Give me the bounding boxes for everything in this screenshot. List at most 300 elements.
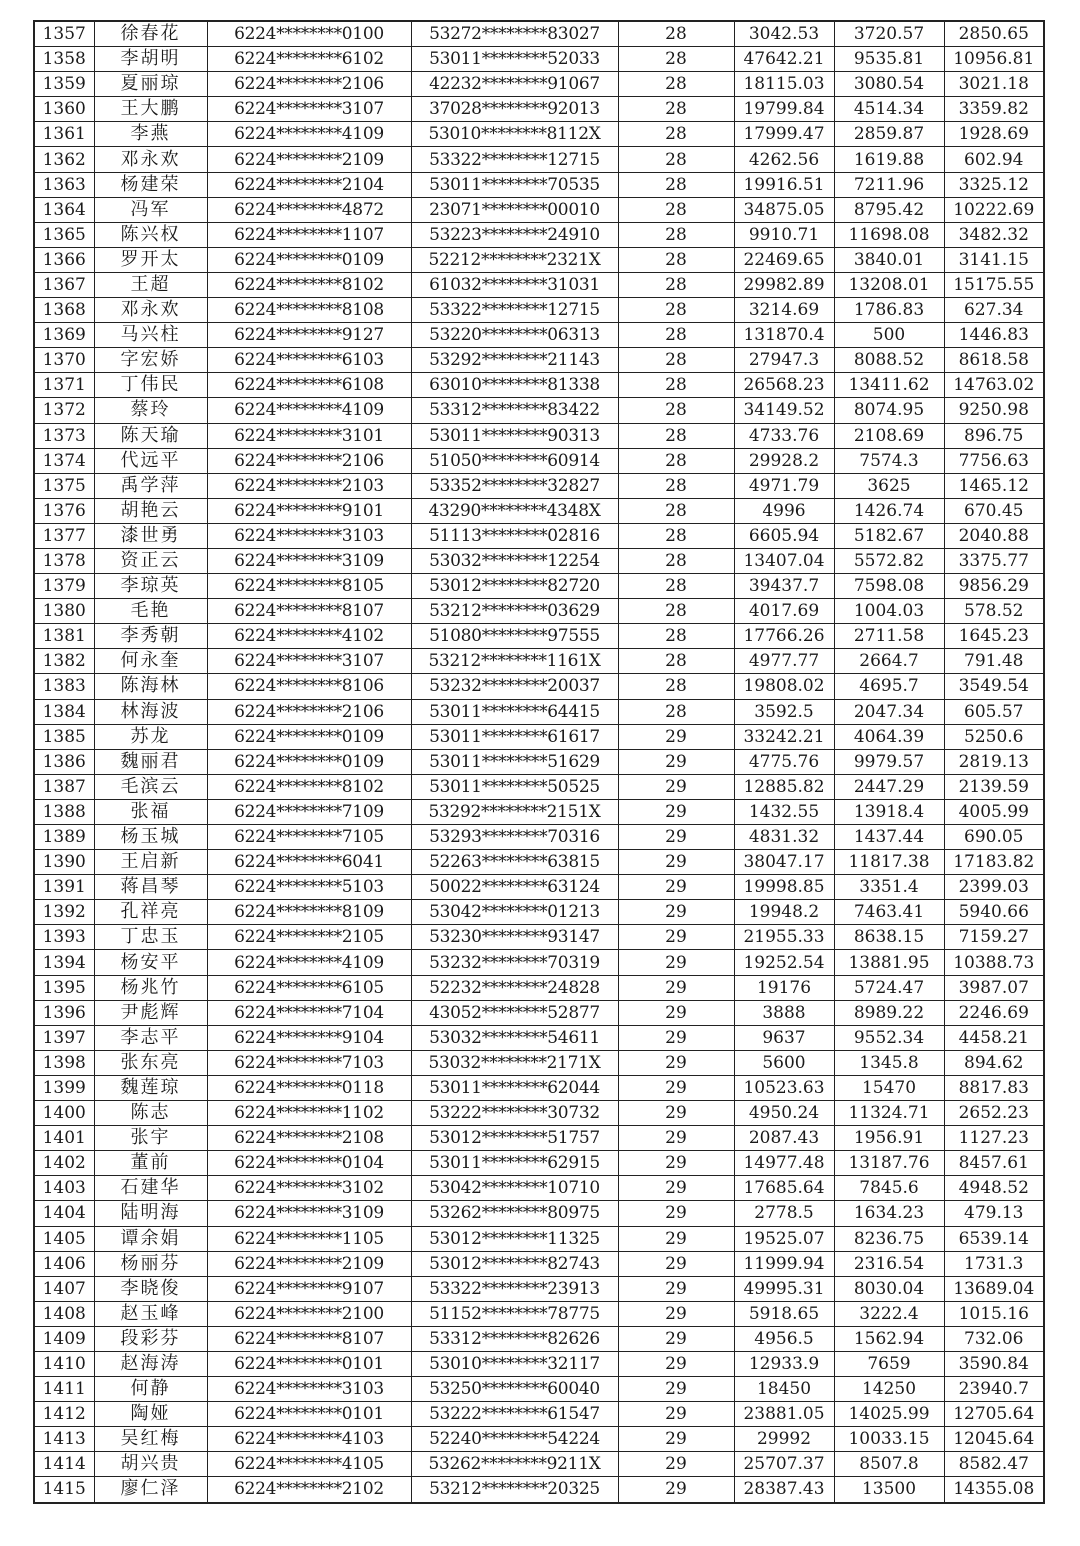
cell-amount-3: 2819.13: [944, 749, 1044, 774]
cell-bank-account: 6224********9104: [207, 1025, 411, 1050]
cell-amount-2: 14250: [834, 1377, 944, 1402]
cell-id-number: 53010********8112X: [411, 122, 618, 147]
cell-bank-account: 6224********6103: [207, 348, 411, 373]
cell-bank-account: 6224********2100: [207, 1301, 411, 1326]
cell-bank-account: 6224********4109: [207, 122, 411, 147]
table-row: [34, 749, 1044, 774]
cell-amount-3: 3375.77: [944, 548, 1044, 573]
table-row: [34, 1427, 1044, 1452]
cell-name: 字宏娇: [94, 348, 207, 373]
table-row: [34, 272, 1044, 297]
cell-group-number: 29: [618, 1351, 734, 1376]
cell-id-number: 53222********61547: [411, 1402, 618, 1427]
table-row: [34, 1226, 1044, 1251]
cell-bank-account: 6224********1102: [207, 1101, 411, 1126]
cell-group-number: 29: [618, 925, 734, 950]
cell-id-number: 53011********70535: [411, 172, 618, 197]
cell-amount-3: 2652.23: [944, 1101, 1044, 1126]
cell-amount-3: 8817.83: [944, 1075, 1044, 1100]
cell-id-number: 52232********24828: [411, 975, 618, 1000]
cell-amount-3: 3482.32: [944, 222, 1044, 247]
cell-amount-1: 10523.63: [734, 1075, 834, 1100]
cell-amount-2: 3080.54: [834, 72, 944, 97]
cell-row-number: 1377: [34, 523, 94, 548]
cell-bank-account: 6224********2106: [207, 72, 411, 97]
cell-id-number: 43052********52877: [411, 1000, 618, 1025]
cell-bank-account: 6224********6105: [207, 975, 411, 1000]
cell-group-number: 29: [618, 1251, 734, 1276]
cell-amount-1: 18115.03: [734, 72, 834, 97]
cell-id-number: 53220********06313: [411, 323, 618, 348]
cell-row-number: 1400: [34, 1101, 94, 1126]
table-row: [34, 1351, 1044, 1376]
cell-amount-1: 17999.47: [734, 122, 834, 147]
cell-bank-account: 6224********0109: [207, 749, 411, 774]
cell-amount-3: 732.06: [944, 1326, 1044, 1351]
cell-group-number: 29: [618, 1226, 734, 1251]
cell-row-number: 1367: [34, 272, 94, 297]
cell-amount-1: 4950.24: [734, 1101, 834, 1126]
cell-group-number: 28: [618, 423, 734, 448]
cell-row-number: 1389: [34, 825, 94, 850]
cell-name: 王启新: [94, 850, 207, 875]
cell-amount-1: 22469.65: [734, 247, 834, 272]
cell-id-number: 53012********82720: [411, 574, 618, 599]
cell-name: 张福: [94, 799, 207, 824]
table-row: [34, 975, 1044, 1000]
cell-amount-1: 9637: [734, 1025, 834, 1050]
cell-amount-1: 17766.26: [734, 624, 834, 649]
cell-group-number: 28: [618, 222, 734, 247]
cell-amount-2: 15470: [834, 1075, 944, 1100]
cell-name: 孔祥亮: [94, 900, 207, 925]
cell-amount-1: 12885.82: [734, 774, 834, 799]
cell-amount-2: 2316.54: [834, 1251, 944, 1276]
table-row: [34, 398, 1044, 423]
table-row: [34, 1201, 1044, 1226]
cell-amount-1: 19252.54: [734, 950, 834, 975]
cell-row-number: 1395: [34, 975, 94, 1000]
cell-id-number: 53322********23913: [411, 1276, 618, 1301]
cell-bank-account: 6224********4109: [207, 950, 411, 975]
cell-name: 杨兆竹: [94, 975, 207, 1000]
cell-row-number: 1376: [34, 498, 94, 523]
cell-amount-3: 1645.23: [944, 624, 1044, 649]
cell-amount-3: 3549.54: [944, 674, 1044, 699]
cell-amount-2: 7598.08: [834, 574, 944, 599]
table-row: [34, 574, 1044, 599]
cell-amount-1: 14977.48: [734, 1151, 834, 1176]
table-row: [34, 197, 1044, 222]
cell-row-number: 1370: [34, 348, 94, 373]
table-row: [34, 950, 1044, 975]
cell-id-number: 53293********70316: [411, 825, 618, 850]
cell-amount-2: 13208.01: [834, 272, 944, 297]
cell-row-number: 1385: [34, 724, 94, 749]
cell-row-number: 1397: [34, 1025, 94, 1050]
cell-amount-2: 3625: [834, 473, 944, 498]
cell-bank-account: 6224********1105: [207, 1226, 411, 1251]
cell-group-number: 28: [618, 247, 734, 272]
cell-name: 何永奎: [94, 649, 207, 674]
cell-amount-2: 11698.08: [834, 222, 944, 247]
cell-amount-1: 18450: [734, 1377, 834, 1402]
cell-row-number: 1392: [34, 900, 94, 925]
cell-group-number: 28: [618, 373, 734, 398]
cell-name: 毛滨云: [94, 774, 207, 799]
cell-amount-2: 500: [834, 323, 944, 348]
cell-row-number: 1402: [34, 1151, 94, 1176]
cell-group-number: 28: [618, 699, 734, 724]
cell-bank-account: 6224********7109: [207, 799, 411, 824]
cell-bank-account: 6224********0100: [207, 21, 411, 47]
cell-amount-1: 4831.32: [734, 825, 834, 850]
cell-amount-3: 1015.16: [944, 1301, 1044, 1326]
cell-row-number: 1406: [34, 1251, 94, 1276]
cell-group-number: 28: [618, 147, 734, 172]
cell-amount-1: 27947.3: [734, 348, 834, 373]
cell-bank-account: 6224********2105: [207, 925, 411, 950]
cell-group-number: 28: [618, 97, 734, 122]
cell-row-number: 1368: [34, 298, 94, 323]
cell-amount-3: 3325.12: [944, 172, 1044, 197]
cell-amount-3: 1446.83: [944, 323, 1044, 348]
cell-group-number: 29: [618, 900, 734, 925]
cell-amount-1: 3214.69: [734, 298, 834, 323]
table-row: [34, 724, 1044, 749]
cell-name: 资正云: [94, 548, 207, 573]
cell-id-number: 42232********91067: [411, 72, 618, 97]
cell-amount-2: 1786.83: [834, 298, 944, 323]
table-row: [34, 1176, 1044, 1201]
table-row: [34, 298, 1044, 323]
cell-bank-account: 6224********6108: [207, 373, 411, 398]
cell-amount-2: 8507.8: [834, 1452, 944, 1477]
table-row: [34, 1452, 1044, 1477]
table-row: [34, 1151, 1044, 1176]
cell-row-number: 1374: [34, 448, 94, 473]
cell-name: 廖仁泽: [94, 1477, 207, 1503]
cell-group-number: 29: [618, 774, 734, 799]
cell-amount-3: 6539.14: [944, 1226, 1044, 1251]
cell-amount-3: 10222.69: [944, 197, 1044, 222]
cell-group-number: 29: [618, 1377, 734, 1402]
cell-group-number: 28: [618, 674, 734, 699]
cell-name: 陶娅: [94, 1402, 207, 1427]
cell-name: 徐春花: [94, 21, 207, 47]
cell-name: 毛艳: [94, 599, 207, 624]
cell-name: 陈海林: [94, 674, 207, 699]
records-table: [33, 20, 1045, 1504]
cell-id-number: 53042********10710: [411, 1176, 618, 1201]
cell-row-number: 1412: [34, 1402, 94, 1427]
cell-id-number: 53032********54611: [411, 1025, 618, 1050]
cell-row-number: 1415: [34, 1477, 94, 1503]
cell-row-number: 1378: [34, 548, 94, 573]
cell-amount-2: 8074.95: [834, 398, 944, 423]
cell-row-number: 1366: [34, 247, 94, 272]
cell-bank-account: 6224********3101: [207, 423, 411, 448]
cell-row-number: 1390: [34, 850, 94, 875]
cell-bank-account: 6224********8105: [207, 574, 411, 599]
cell-bank-account: 6224********7104: [207, 1000, 411, 1025]
cell-name: 杨玉城: [94, 825, 207, 850]
cell-amount-2: 13881.95: [834, 950, 944, 975]
cell-id-number: 52212********2321X: [411, 247, 618, 272]
cell-group-number: 28: [618, 348, 734, 373]
cell-row-number: 1363: [34, 172, 94, 197]
cell-amount-3: 5250.6: [944, 724, 1044, 749]
cell-amount-3: 23940.7: [944, 1377, 1044, 1402]
cell-amount-3: 14763.02: [944, 373, 1044, 398]
cell-amount-2: 8236.75: [834, 1226, 944, 1251]
cell-amount-3: 670.45: [944, 498, 1044, 523]
table-row: [34, 624, 1044, 649]
cell-id-number: 53262********9211X: [411, 1452, 618, 1477]
cell-amount-3: 690.05: [944, 825, 1044, 850]
cell-amount-2: 7845.6: [834, 1176, 944, 1201]
cell-id-number: 53352********32827: [411, 473, 618, 498]
cell-bank-account: 6224********2103: [207, 473, 411, 498]
table-row: [34, 1075, 1044, 1100]
cell-amount-1: 26568.23: [734, 373, 834, 398]
cell-name: 代远平: [94, 448, 207, 473]
cell-amount-3: 14355.08: [944, 1477, 1044, 1503]
cell-bank-account: 6224********3109: [207, 548, 411, 573]
cell-id-number: 53212********03629: [411, 599, 618, 624]
cell-name: 何静: [94, 1377, 207, 1402]
cell-name: 董前: [94, 1151, 207, 1176]
table-row: [34, 1251, 1044, 1276]
cell-amount-3: 3141.15: [944, 247, 1044, 272]
table-row: [34, 97, 1044, 122]
cell-id-number: 53272********83027: [411, 21, 618, 47]
cell-amount-3: 2139.59: [944, 774, 1044, 799]
cell-amount-2: 8088.52: [834, 348, 944, 373]
cell-group-number: 29: [618, 875, 734, 900]
cell-amount-2: 3840.01: [834, 247, 944, 272]
cell-bank-account: 6224********4105: [207, 1452, 411, 1477]
cell-amount-3: 2850.65: [944, 21, 1044, 47]
cell-name: 王超: [94, 272, 207, 297]
cell-amount-3: 1731.3: [944, 1251, 1044, 1276]
cell-name: 李晓俊: [94, 1276, 207, 1301]
cell-amount-3: 7756.63: [944, 448, 1044, 473]
cell-amount-1: 3888: [734, 1000, 834, 1025]
cell-amount-2: 7659: [834, 1351, 944, 1376]
cell-name: 王大鹏: [94, 97, 207, 122]
cell-amount-1: 34875.05: [734, 197, 834, 222]
cell-name: 杨安平: [94, 950, 207, 975]
cell-amount-1: 2087.43: [734, 1126, 834, 1151]
table-row: [34, 875, 1044, 900]
cell-group-number: 28: [618, 298, 734, 323]
cell-amount-1: 19525.07: [734, 1226, 834, 1251]
cell-amount-2: 1004.03: [834, 599, 944, 624]
cell-amount-2: 3351.4: [834, 875, 944, 900]
cell-id-number: 53232********20037: [411, 674, 618, 699]
cell-amount-1: 4775.76: [734, 749, 834, 774]
cell-group-number: 28: [618, 122, 734, 147]
cell-row-number: 1371: [34, 373, 94, 398]
cell-group-number: 29: [618, 1050, 734, 1075]
table-row: [34, 1377, 1044, 1402]
cell-name: 李秀朝: [94, 624, 207, 649]
cell-group-number: 28: [618, 548, 734, 573]
cell-amount-2: 9552.34: [834, 1025, 944, 1050]
cell-amount-2: 8795.42: [834, 197, 944, 222]
cell-amount-1: 19176: [734, 975, 834, 1000]
cell-amount-1: 4733.76: [734, 423, 834, 448]
cell-bank-account: 6224********3103: [207, 1377, 411, 1402]
cell-amount-1: 38047.17: [734, 850, 834, 875]
cell-row-number: 1411: [34, 1377, 94, 1402]
table-row: [34, 222, 1044, 247]
cell-bank-account: 6224********0104: [207, 1151, 411, 1176]
cell-bank-account: 6224********3103: [207, 523, 411, 548]
cell-name: 丁忠玉: [94, 925, 207, 950]
cell-bank-account: 6224********9101: [207, 498, 411, 523]
cell-amount-2: 2108.69: [834, 423, 944, 448]
cell-bank-account: 6224********0109: [207, 724, 411, 749]
cell-group-number: 29: [618, 1151, 734, 1176]
cell-amount-1: 4977.77: [734, 649, 834, 674]
cell-id-number: 53212********20325: [411, 1477, 618, 1503]
cell-id-number: 53322********12715: [411, 147, 618, 172]
cell-amount-3: 10388.73: [944, 950, 1044, 975]
cell-amount-2: 1437.44: [834, 825, 944, 850]
cell-amount-3: 9250.98: [944, 398, 1044, 423]
cell-group-number: 28: [618, 523, 734, 548]
cell-id-number: 53312********82626: [411, 1326, 618, 1351]
table-row: [34, 348, 1044, 373]
cell-name: 李胡明: [94, 47, 207, 72]
cell-row-number: 1375: [34, 473, 94, 498]
cell-group-number: 29: [618, 1126, 734, 1151]
cell-amount-3: 7159.27: [944, 925, 1044, 950]
cell-row-number: 1407: [34, 1276, 94, 1301]
table-row: [34, 900, 1044, 925]
cell-row-number: 1404: [34, 1201, 94, 1226]
cell-amount-3: 2040.88: [944, 523, 1044, 548]
cell-id-number: 53011********51629: [411, 749, 618, 774]
cell-bank-account: 6224********2109: [207, 1251, 411, 1276]
table-row: [34, 699, 1044, 724]
table-row: [34, 21, 1044, 47]
cell-bank-account: 6224********0109: [207, 247, 411, 272]
cell-group-number: 29: [618, 1301, 734, 1326]
cell-name: 林海波: [94, 699, 207, 724]
table-row: [34, 172, 1044, 197]
cell-amount-2: 14025.99: [834, 1402, 944, 1427]
cell-amount-3: 5940.66: [944, 900, 1044, 925]
cell-amount-1: 29982.89: [734, 272, 834, 297]
cell-name: 石建华: [94, 1176, 207, 1201]
cell-bank-account: 6224********8102: [207, 774, 411, 799]
cell-row-number: 1410: [34, 1351, 94, 1376]
cell-amount-1: 4971.79: [734, 473, 834, 498]
cell-name: 段彩芬: [94, 1326, 207, 1351]
cell-row-number: 1372: [34, 398, 94, 423]
cell-group-number: 29: [618, 975, 734, 1000]
table-row: [34, 72, 1044, 97]
cell-name: 张宇: [94, 1126, 207, 1151]
cell-id-number: 53032********12254: [411, 548, 618, 573]
cell-bank-account: 6224********1107: [207, 222, 411, 247]
cell-amount-1: 19916.51: [734, 172, 834, 197]
cell-group-number: 29: [618, 749, 734, 774]
cell-group-number: 28: [618, 574, 734, 599]
cell-amount-3: 602.94: [944, 147, 1044, 172]
cell-amount-1: 1432.55: [734, 799, 834, 824]
cell-group-number: 29: [618, 1075, 734, 1100]
table-row: [34, 1050, 1044, 1075]
cell-id-number: 53212********1161X: [411, 649, 618, 674]
cell-amount-3: 4005.99: [944, 799, 1044, 824]
table-row: [34, 448, 1044, 473]
table-row: [34, 1126, 1044, 1151]
cell-group-number: 28: [618, 649, 734, 674]
cell-name: 杨丽芬: [94, 1251, 207, 1276]
cell-amount-1: 4017.69: [734, 599, 834, 624]
cell-name: 陈志: [94, 1101, 207, 1126]
cell-bank-account: 6224********6041: [207, 850, 411, 875]
cell-group-number: 29: [618, 1000, 734, 1025]
cell-id-number: 51152********78775: [411, 1301, 618, 1326]
cell-group-number: 29: [618, 1326, 734, 1351]
cell-amount-2: 2664.7: [834, 649, 944, 674]
cell-amount-1: 19808.02: [734, 674, 834, 699]
cell-amount-2: 3222.4: [834, 1301, 944, 1326]
cell-name: 胡兴贵: [94, 1452, 207, 1477]
cell-amount-1: 2778.5: [734, 1201, 834, 1226]
cell-amount-3: 1928.69: [944, 122, 1044, 147]
data-sheet: [33, 20, 1045, 1504]
cell-name: 尹彪辉: [94, 1000, 207, 1025]
cell-amount-1: 4996: [734, 498, 834, 523]
cell-amount-3: 8582.47: [944, 1452, 1044, 1477]
cell-row-number: 1384: [34, 699, 94, 724]
cell-row-number: 1387: [34, 774, 94, 799]
cell-row-number: 1381: [34, 624, 94, 649]
table-row: [34, 247, 1044, 272]
cell-bank-account: 6224********9127: [207, 323, 411, 348]
table-row: [34, 774, 1044, 799]
cell-bank-account: 6224********2104: [207, 172, 411, 197]
cell-group-number: 28: [618, 172, 734, 197]
cell-amount-2: 1426.74: [834, 498, 944, 523]
cell-id-number: 53222********30732: [411, 1101, 618, 1126]
cell-amount-1: 19948.2: [734, 900, 834, 925]
cell-row-number: 1369: [34, 323, 94, 348]
table-row: [34, 473, 1044, 498]
cell-row-number: 1396: [34, 1000, 94, 1025]
cell-row-number: 1359: [34, 72, 94, 97]
table-row: [34, 799, 1044, 824]
cell-bank-account: 6224********0118: [207, 1075, 411, 1100]
cell-amount-1: 19998.85: [734, 875, 834, 900]
cell-amount-2: 7211.96: [834, 172, 944, 197]
cell-bank-account: 6224********3107: [207, 649, 411, 674]
cell-group-number: 28: [618, 272, 734, 297]
cell-name: 李志平: [94, 1025, 207, 1050]
cell-amount-2: 11817.38: [834, 850, 944, 875]
cell-amount-2: 7574.3: [834, 448, 944, 473]
cell-amount-3: 3021.18: [944, 72, 1044, 97]
cell-amount-3: 4948.52: [944, 1176, 1044, 1201]
cell-row-number: 1413: [34, 1427, 94, 1452]
cell-amount-1: 34149.52: [734, 398, 834, 423]
